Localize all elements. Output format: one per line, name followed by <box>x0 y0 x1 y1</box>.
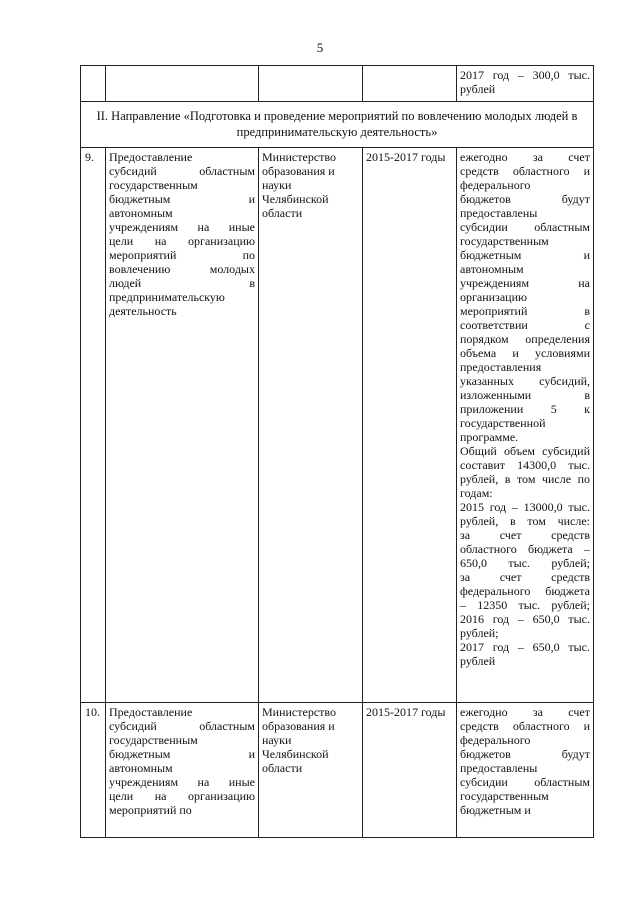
text-line: предпринимательскую <box>109 290 225 304</box>
text-line: мероприятий по <box>109 248 255 262</box>
row-name <box>106 703 259 838</box>
row-number: 9. <box>81 148 106 703</box>
text-line: бюджетным и <box>109 747 255 761</box>
cell-result <box>457 66 594 102</box>
text-line: автономным <box>109 206 173 220</box>
text-line: указанных субсидий, <box>460 374 590 388</box>
text-line: рублей, в том числе: <box>460 514 590 528</box>
text-line: рублей, в том числе по <box>460 472 590 486</box>
text-line: Челябинской <box>262 747 329 761</box>
cell-executor <box>259 66 363 102</box>
text-line: науки <box>262 733 292 747</box>
text-line: федерального <box>460 178 531 192</box>
text-line: 2015 год – 13000,0 тыс. <box>460 500 590 514</box>
text-line: субсидии областным <box>460 775 590 789</box>
row-result <box>457 703 594 838</box>
text-line: изложенными в <box>460 388 590 402</box>
text-line: составит 14300,0 тыс. <box>460 458 590 472</box>
text-line: субсидий областным <box>109 719 255 733</box>
text-line: 650,0 тыс. рублей; <box>460 556 590 570</box>
table-row <box>81 703 594 838</box>
text-line: области <box>262 761 303 775</box>
section-heading: II. Направление «Подготовка и проведение мероприятий по вовлечению молодых людей в предпринимательскую деятельность» <box>81 102 594 148</box>
text-line: федерального бюджета <box>460 584 590 598</box>
text-line: Министерство <box>262 705 336 719</box>
text-line: государственной <box>460 416 546 430</box>
text-line: за счет средств <box>460 528 590 542</box>
text-line: государственным <box>109 733 198 747</box>
text-line: рублей; <box>460 626 499 640</box>
text-line: цели на организацию <box>109 234 255 248</box>
text-line: Общий объем субсидий <box>460 444 590 458</box>
text-line: Министерство <box>262 150 336 164</box>
text-line: рублей <box>460 654 496 668</box>
text-line: бюджетным и <box>460 248 590 262</box>
text-line: объема и условиями <box>460 346 590 360</box>
text-line: областного бюджета – <box>460 542 590 556</box>
text-line: федерального <box>460 733 531 747</box>
text-line: приложении 5 к <box>460 402 590 416</box>
text-line: средств областного и <box>460 164 590 178</box>
page-number: 5 <box>316 40 324 55</box>
text-line: Челябинской <box>262 192 329 206</box>
text-line: предоставления <box>460 360 542 374</box>
text-line: программе. <box>460 430 519 444</box>
row-period: 2015-2017 годы <box>363 703 457 838</box>
text-line: предоставлены <box>460 206 538 220</box>
text-line: области <box>262 206 303 220</box>
text-line: учреждениям на иные <box>109 220 255 234</box>
text-line: бюджетным и <box>109 192 255 206</box>
text-line: бюджетов будут <box>460 192 590 206</box>
text-line: государственным <box>460 789 549 803</box>
row-name <box>106 148 259 703</box>
text-line: вовлечению молодых <box>109 262 255 276</box>
text-line: мероприятий в <box>460 304 590 318</box>
program-table <box>80 65 594 838</box>
text-line: бюджетным и <box>460 803 531 817</box>
text-line: людей в <box>109 276 255 290</box>
text-line: деятельность <box>109 304 177 318</box>
cell-period <box>363 66 457 102</box>
text-line: государственным <box>109 178 198 192</box>
text-line: предоставлены <box>460 761 538 775</box>
text-line: 2017 год – 650,0 тыс. <box>460 640 590 654</box>
text-line: автономным <box>109 761 173 775</box>
text-line: за счет средств <box>460 570 590 584</box>
text-line: цели на организацию <box>109 789 255 803</box>
text-line: учреждениям на иные <box>109 775 255 789</box>
text-line: средств областного и <box>460 719 590 733</box>
cell-name <box>106 66 259 102</box>
text-line: бюджетов будут <box>460 747 590 761</box>
text-line: годам: <box>460 486 493 500</box>
row-period: 2015-2017 годы <box>363 148 457 703</box>
text-line: организацию <box>460 290 527 304</box>
cell-number <box>81 66 106 102</box>
row-executor <box>259 703 363 838</box>
text-line: ежегодно за счет <box>460 150 590 164</box>
text-line: Предоставление <box>109 705 193 719</box>
row-executor <box>259 148 363 703</box>
text-line: рублей <box>460 82 496 96</box>
text-line: 2017 год – 300,0 тыс. <box>460 68 590 82</box>
text-line: мероприятий по <box>109 803 192 817</box>
section-heading-row <box>81 102 594 148</box>
text-line: образования и <box>262 164 335 178</box>
text-line: – 12350 тыс. рублей; <box>460 598 590 612</box>
text-line: учреждениям на <box>460 276 590 290</box>
text-line: образования и <box>262 719 335 733</box>
table-row <box>81 66 594 102</box>
text-line: ежегодно за счет <box>460 705 590 719</box>
text-line: соответствии с <box>460 318 590 332</box>
text-line: автономным <box>460 262 524 276</box>
text-line: государственным <box>460 234 549 248</box>
text-line: порядком определения <box>460 332 590 346</box>
text-line: субсидии областным <box>460 220 590 234</box>
row-result <box>457 148 594 703</box>
text-line: науки <box>262 178 292 192</box>
text-line: Предоставление <box>109 150 193 164</box>
text-line: субсидий областным <box>109 164 255 178</box>
row-number: 10. <box>81 703 106 838</box>
table-row <box>81 148 594 703</box>
text-line: 2016 год – 650,0 тыс. <box>460 612 590 626</box>
